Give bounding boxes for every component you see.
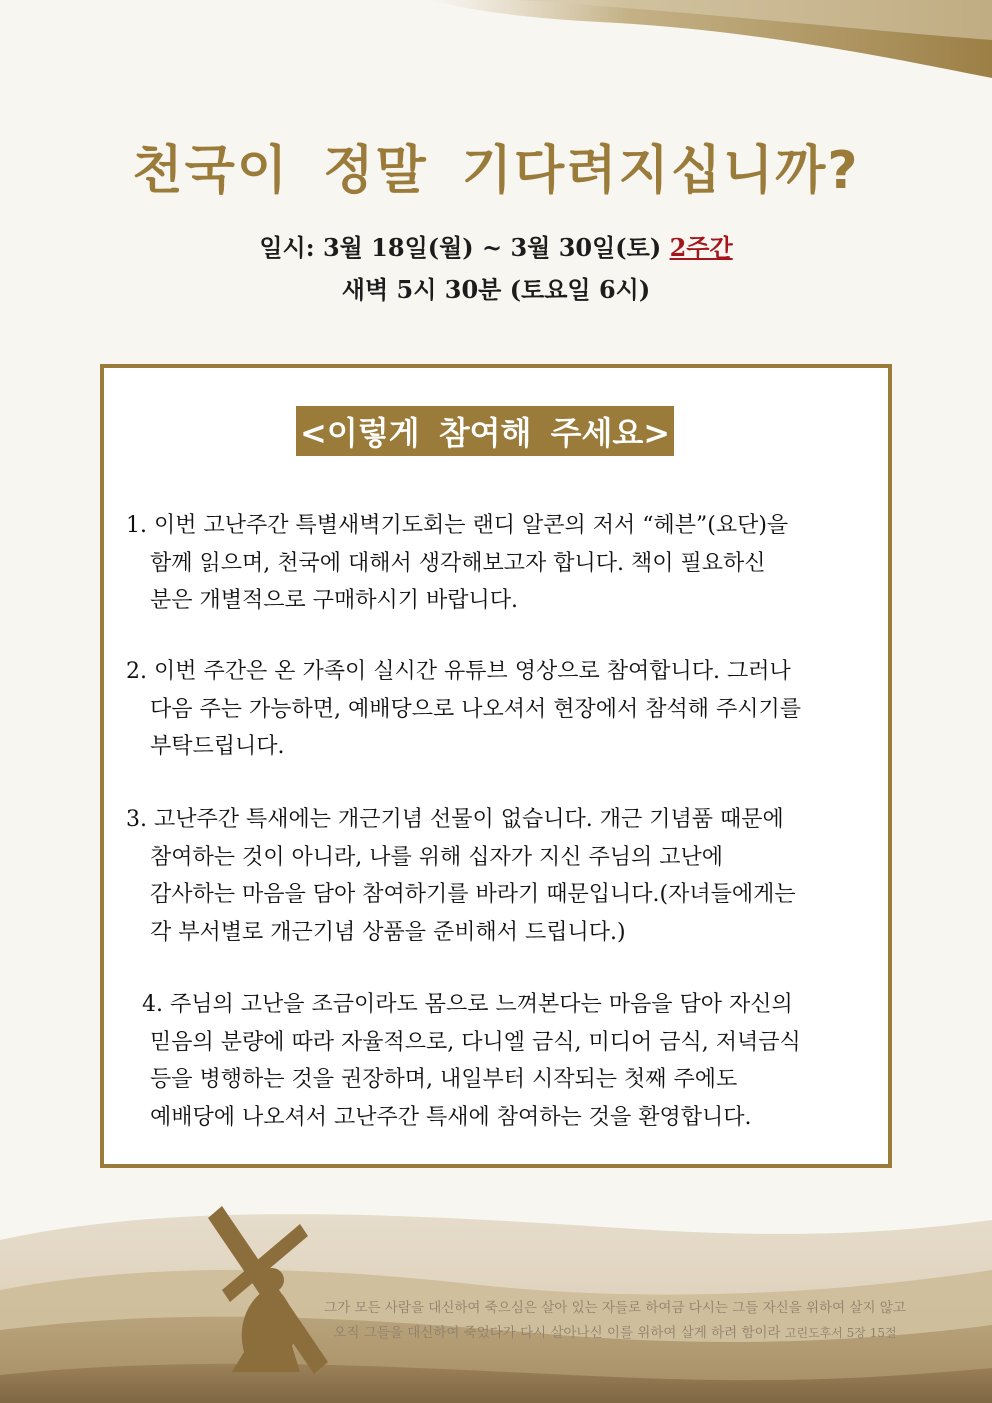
notice-item-4 [142,986,801,1136]
notice-heading: <이렇게 참여해 주세요> [296,406,674,456]
verse-text: 오직 그들을 대신하여 죽었다가 다시 살아나신 이를 위하여 살게 하려 함이라 [333,1325,781,1341]
item-line: 예배당에 나오셔서 고난주간 특새에 참여하는 것을 환영합니다. [150,1104,752,1130]
item-line: 등을 병행하는 것을 권장하며, 내일부터 시작되는 첫째 주에도 [150,1067,738,1092]
page-title: 천국이 정말 기다려지십니까? [132,141,860,201]
item-line: 3. 고난주간 특새에는 개근기념 선물이 없습니다. 개근 기념품 때문에 [126,807,784,832]
notice-item-1 [126,507,788,620]
item-line: 참여하는 것이 아니라, 나를 위해 십자가 지신 주님의 고난에 [150,844,723,870]
item-line: 부탁드립니다. [150,734,285,759]
notice-box [100,364,892,1168]
item-line: 각 부서별로 개근기념 상품을 준비해서 드립니다.) [150,919,626,945]
item-line: 함께 읽으며, 천국에 대해서 생각해보고자 합니다. 책이 필요하신 [150,550,766,576]
time-line: 새벽 5시 30분 (토요일 6시) [341,275,651,304]
bible-verse-line-2 [300,1321,930,1341]
date-range: 일시: 3월 18일(월) ~ 3월 30일(토) [259,233,662,262]
bible-verse-line-1: 그가 모든 사람을 대신하여 죽으심은 살아 있는 자들로 하여금 다시는 그들 자신을 위하여 살지 않고 [324,1300,906,1316]
item-line: 다음 주는 가능하면, 예배당으로 나오셔서 현장에서 참석해 주시기를 [150,696,802,722]
item-line: 감사하는 마음을 담아 참여하기를 바라기 때문입니다.(자녀들에게는 [150,882,796,907]
notice-item-3 [126,801,796,951]
item-line: 1. 이번 고난주간 특별새벽기도회는 랜디 알콘의 저서 “헤븐”(요단)을 [126,513,789,538]
date-line [0,228,992,263]
verse-reference: 고린도후서 5장 15절 [784,1326,897,1340]
notice-item-2 [126,653,801,766]
item-line: 믿음의 분량에 따라 자율적으로, 다니엘 금식, 미디어 금식, 저녁금식 [150,1029,801,1055]
item-line: 분은 개별적으로 구매하시기 바랍니다. [150,588,519,613]
item-line: 4. 주님의 고난을 조금이라도 몸으로 느껴본다는 마음을 담아 자신의 [142,992,793,1017]
duration-highlight: 2주간 [669,233,733,262]
item-line: 2. 이번 주간은 온 가족이 실시간 유튜브 영상으로 참여합니다. 그러나 [126,659,791,684]
